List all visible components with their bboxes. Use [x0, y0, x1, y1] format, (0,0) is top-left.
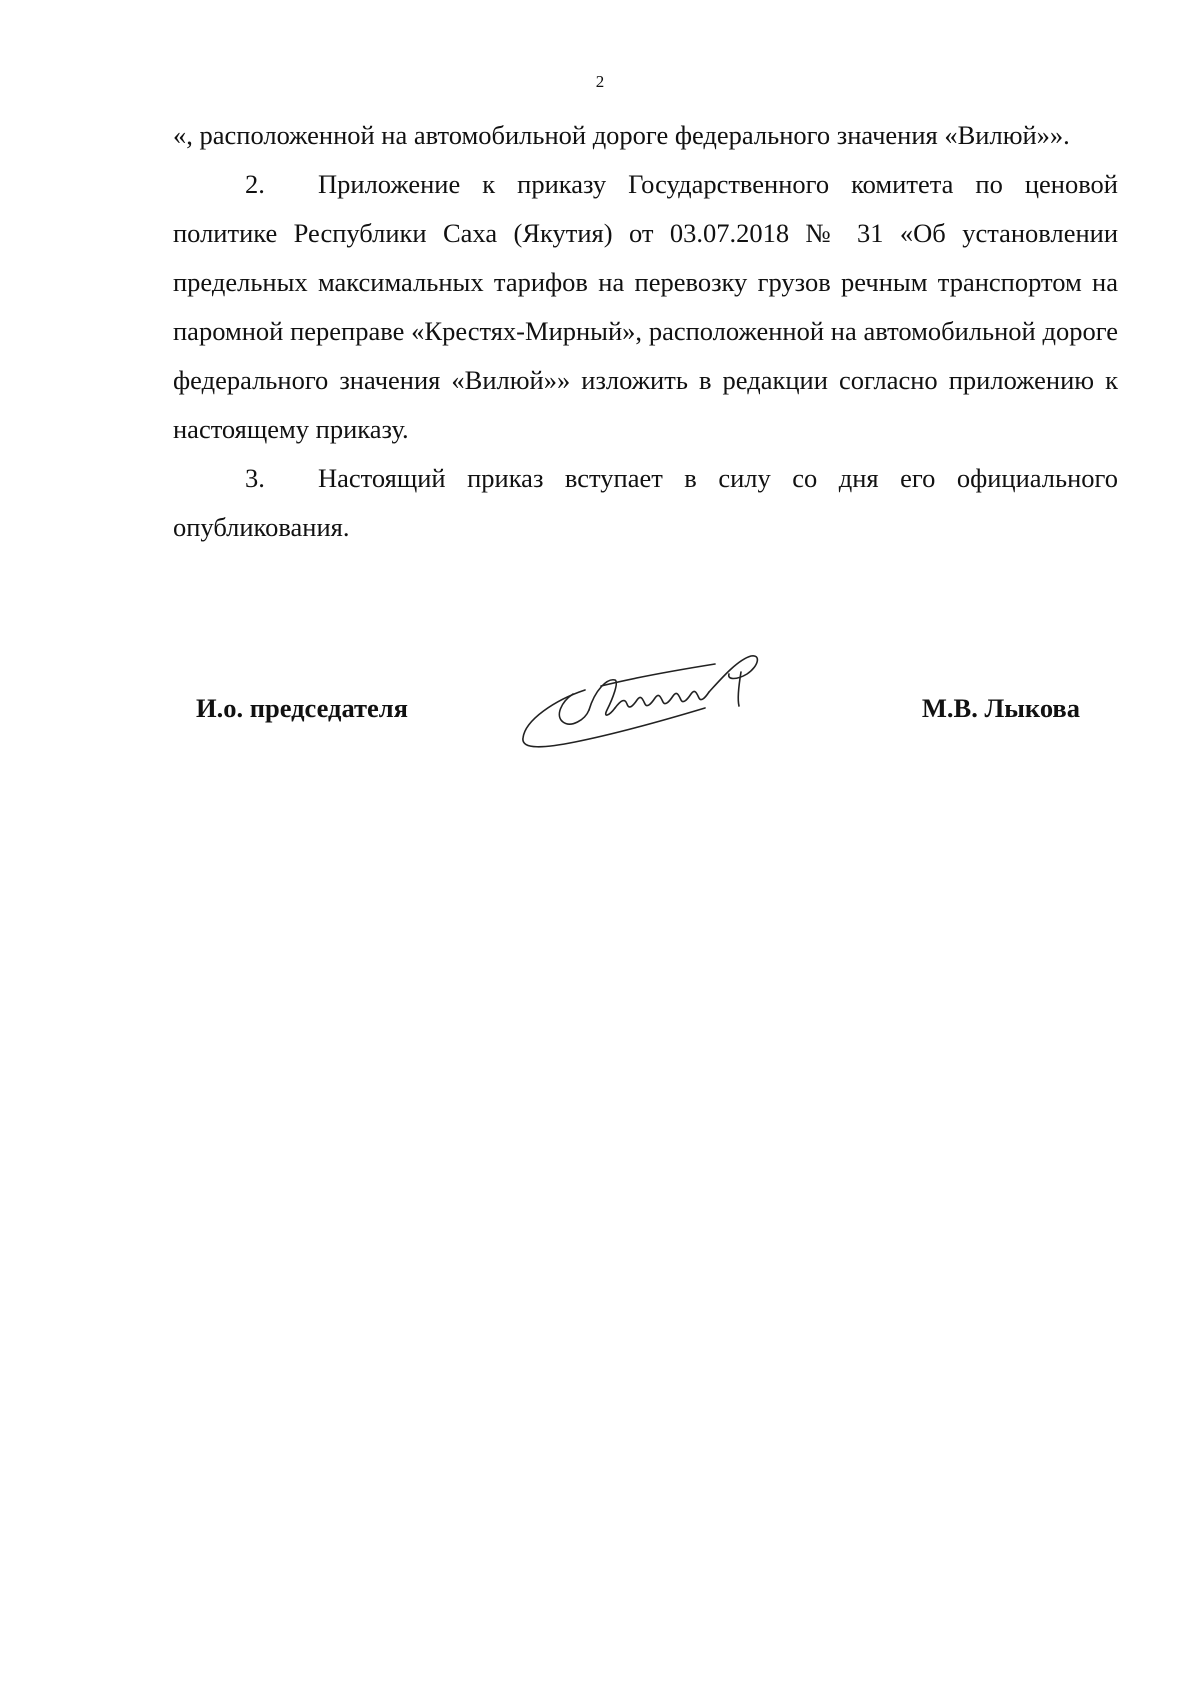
page-number: 2: [595, 72, 605, 91]
paragraph-continuation: [173, 111, 1118, 160]
handwritten-signature: [515, 650, 805, 760]
document-body: [173, 111, 1118, 552]
paragraph-3: [173, 454, 1118, 552]
signatory-title: И.о. председателя: [196, 693, 409, 723]
paragraph-number: 2.: [245, 169, 265, 199]
paragraph-text: Настоящий приказ вступает в силу со дня его официального опубликования.: [173, 463, 1118, 542]
paragraph-number: 3.: [245, 463, 265, 493]
paragraph-text: «, расположенной на автомобильной дороге федерального значения «Вилюй»».: [173, 120, 1070, 150]
signature-block: [0, 650, 1200, 770]
signatory-name: М.В. Лыкова: [921, 693, 1080, 723]
paragraph-2: [173, 160, 1118, 454]
paragraph-text: Приложение к приказу Государственного комитета по ценовой политике Республики Саха (Якутия) от 03.07.2018 № 31 «Об установлении предельных максимальных тарифов на перевозку грузов речным транспортом на паромной переправе «Крестях-Мирный», расположенной на автомобильной дороге федерального значения «Вилюй»» изложить в редакции согласно приложению к настоящему приказу.: [173, 169, 1118, 444]
